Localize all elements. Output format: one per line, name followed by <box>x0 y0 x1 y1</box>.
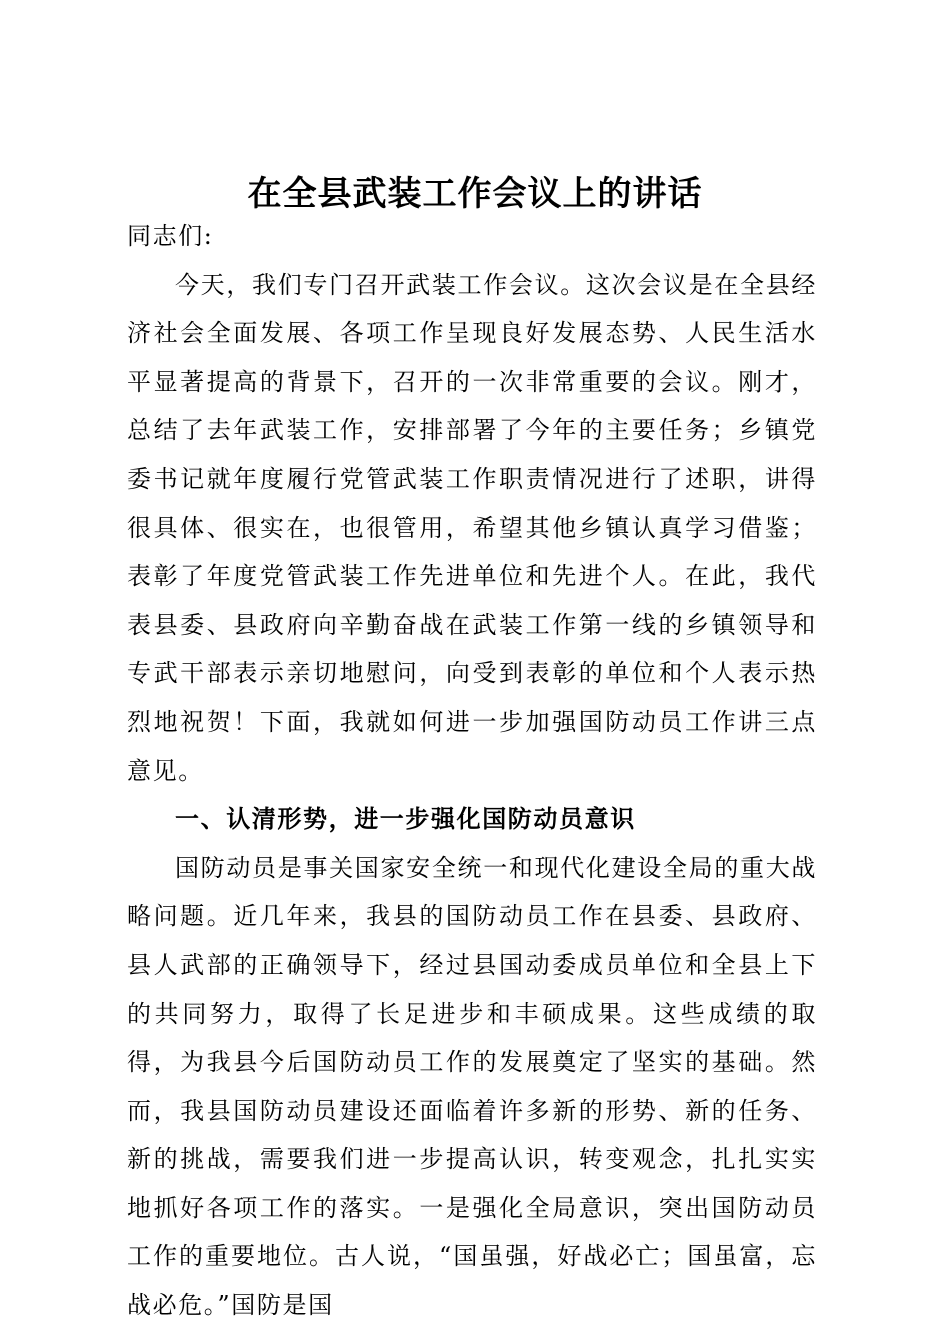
salutation: 同志们: <box>127 222 214 250</box>
document-body <box>127 212 817 1330</box>
section-heading-1: 一、认清形势，进一步强化国防动员意识 <box>175 805 636 834</box>
intro-paragraph: 今天，我们专门召开武装工作会议。这次会议是在全县经济社会全面发展、各项工作呈现良好发展态势、人民生活水平显著提高的背景下，召开的一次非常重要的会议。刚才，总结了去年武装工作，安排部署了今年的主要任务；乡镇党委书记就年度履行党管武装工作职责情况进行了述职，讲得很具体、很实在，也很管用，希望其他乡镇认真学习借鉴；表彰了年度党管武装工作先进单位和先进个人。在此，我代表县委、县政府向辛勤奋战在武装工作第一线的乡镇领导和专武干部表示亲切地慰问，向受到表彰的单位和个人表示热烈地祝贺！下面，我就如何进一步加强国防动员工作讲三点意见。 <box>127 270 817 785</box>
section-paragraph-1: 国防动员是事关国家安全统一和现代化建设全局的重大战略问题。近几年来，我县的国防动员工作在县委、县政府、县人武部的正确领导下，经过县国动委成员单位和全县上下的共同努力，取得了长足进步和丰硕成果。这些成绩的取得，为我县今后国防动员工作的发展奠定了坚实的基础。然而，我县国防动员建设还面临着许多新的形势、新的任务、新的挑战，需要我们进一步提高认识，转变观念，扎扎实实地抓好各项工作的落实。一是强化全局意识，突出国防动员工作的重要地位。古人说，“国虽强，好战必亡；国虽富，忘战必危。”国防是国 <box>127 853 817 1320</box>
document-title: 在全县武装工作会议上的讲话 <box>247 174 703 214</box>
